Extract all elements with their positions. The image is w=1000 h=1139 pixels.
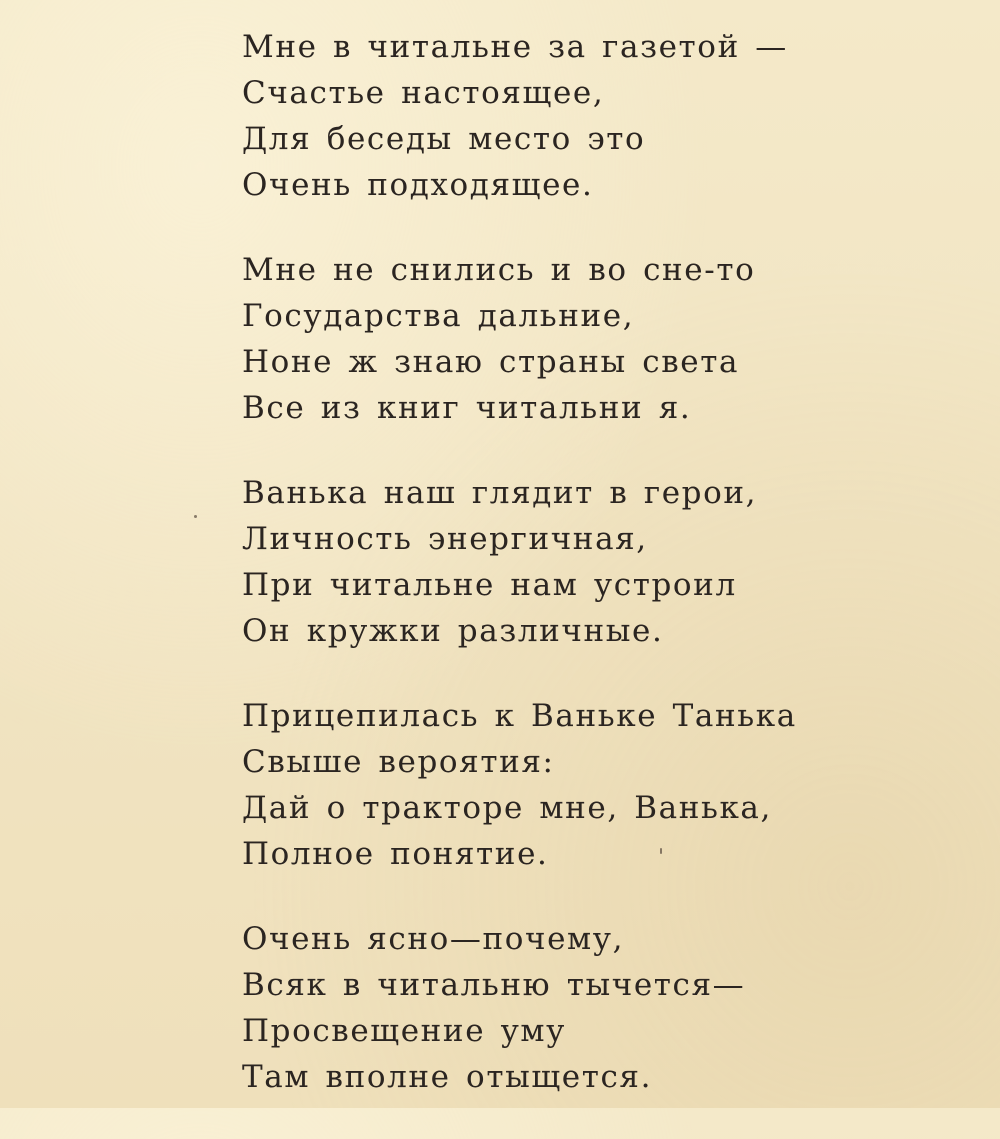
poem-line: Ноне ж знаю страны света — [242, 344, 740, 380]
poem-line: Государства дальние, — [242, 298, 635, 334]
poem-line: Всяк в читальню тычется— — [242, 967, 746, 1003]
stanza-4 — [242, 693, 942, 877]
poem-line: Очень подходящее. — [242, 167, 594, 203]
poem-line: Личность энергичная, — [242, 521, 648, 557]
paper-speck — [660, 848, 662, 854]
paper-speck — [194, 515, 197, 518]
poem-line: Мне не снились и во сне-то — [242, 252, 756, 288]
poem-line: Свыше вероятия: — [242, 744, 555, 780]
poem-line: Полное понятие. — [242, 836, 549, 872]
poem-line: При читальне нам устроил — [242, 567, 737, 603]
poem-line: Мне в читальне за газетой — — [242, 29, 788, 65]
stanza-5 — [242, 916, 942, 1100]
poem-line: Просвещение уму — [242, 1013, 566, 1049]
poem-line: Очень ясно—почему, — [242, 921, 625, 957]
stanza-2 — [242, 247, 942, 431]
poem-line: Ванька наш глядит в герои, — [242, 475, 758, 511]
poem-line: Дай о тракторе мне, Ванька, — [242, 790, 772, 826]
stanza-3 — [242, 470, 942, 654]
poem-line: Прицепилась к Ваньке Танька — [242, 698, 797, 734]
stanza-1 — [242, 24, 942, 208]
poem-line: Счастье настоящее, — [242, 75, 605, 111]
poem-line: Для беседы место это — [242, 121, 646, 157]
poem-line: Все из книг читальни я. — [242, 390, 692, 426]
poem — [242, 24, 942, 1139]
poem-line: Там вполне отыщется. — [242, 1059, 653, 1095]
poem-line: Он кружки различные. — [242, 613, 664, 649]
